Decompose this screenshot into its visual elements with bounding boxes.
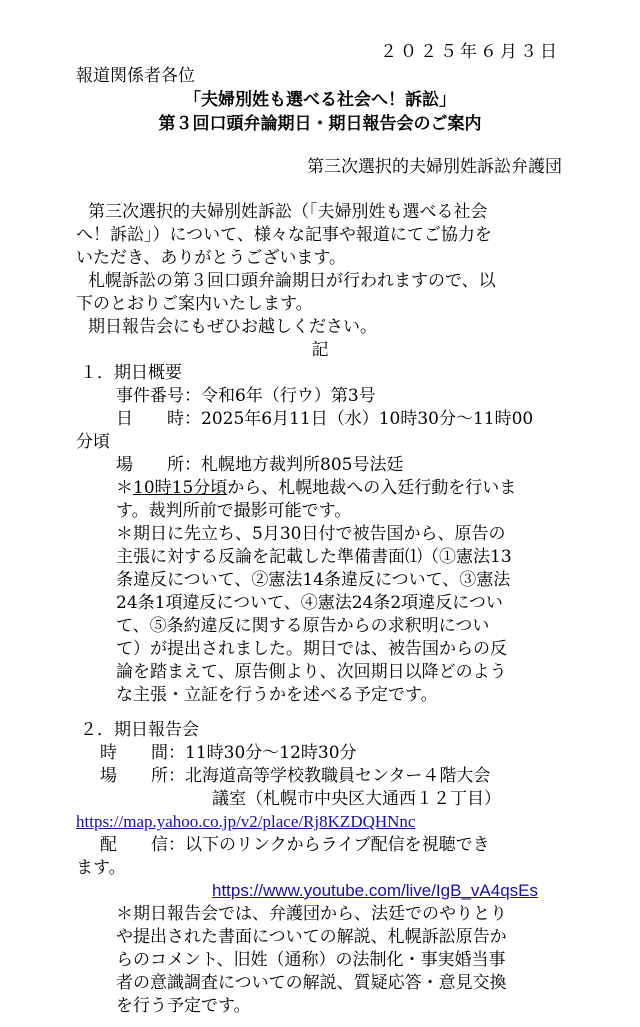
addressee: 報道関係者各位 (76, 66, 195, 86)
case-number: 事件番号：令和6年（行ウ）第3号 (116, 386, 376, 406)
section-2-heading: ２．期日報告会 (80, 720, 199, 740)
hearing-place: 場 所：札幌地方裁判所805号法廷 (116, 455, 404, 475)
hearing-datetime-line-1: 日 時：2025年6月11日（水）10時30分〜11時00 (116, 409, 534, 429)
note-2-line-4: 24条1項違反について、④憲法24条2項違反につい (116, 593, 503, 613)
stream-line-2: ます。 (76, 858, 126, 878)
report-note-line-1: ＊期日報告会では、弁護団から、法廷でのやりとり (116, 904, 507, 924)
intro-paragraph-1-line-3: いただき、ありがとうございます。 (76, 248, 346, 268)
report-note-line-3: らのコメント、旧姓（通称）の法制化・事実婚当事 (116, 950, 506, 970)
note-2-line-1: ＊期日に先立ち、5月30日付で被告国から、原告の (116, 524, 506, 544)
sender: 第三次選択的夫婦別姓訴訟弁護団 (307, 157, 562, 177)
intro-paragraph-3-line-1: 期日報告会にもぜひお越しください。 (88, 317, 377, 337)
note-2-line-2: 主張に対する反論を記載した準備書面⑴（①憲法13 (116, 547, 512, 567)
note-1-prefix: ＊ (116, 478, 133, 498)
report-note-line-4: 者の意識調査についての解説、質疑応答・意見交換 (116, 973, 507, 993)
intro-paragraph-2-line-1: 札幌訴訟の第３回口頭弁論期日が行われますので、以 (88, 271, 496, 291)
note-2-line-7: 論を踏まえて、原告側より、次回期日以降どのよう (116, 662, 507, 682)
note-2-line-5: て、⑤条約違反に関する原告からの求釈明につい (116, 616, 490, 636)
ki-mark: 記 (311, 340, 329, 360)
section-1-heading: １．期日概要 (80, 363, 182, 383)
note-1-line-2: す。裁判所前で撮影可能です。 (116, 501, 352, 521)
report-place-line-1: 場 所：北海道高等学校教職員センター４階大会 (100, 766, 491, 786)
note-1-line-1 (116, 477, 640, 499)
note-2-line-3: 条違反について、②憲法14条違反について、③憲法 (116, 570, 511, 590)
map-link-text[interactable]: https://map.yahoo.co.jp/v2/place/Rj8KZDQHNnc (76, 812, 416, 831)
intro-paragraph-1-line-1: 第三次選択的夫婦別姓訴訟（「夫婦別姓も選べる社会 (88, 202, 488, 222)
note-2-line-6: て）が提出されました。期日では、被告国からの反 (116, 639, 507, 659)
note-1-time-underlined: 10時15分頃 (133, 478, 228, 498)
intro-paragraph-1-line-2: へ！訴訟」）について、様々な記事や報道にてご協力を (76, 225, 492, 245)
title-line-1: 「夫婦別姓も選べる社会へ！訴訟」 (184, 90, 456, 110)
report-place-line-2: 議室（札幌市中央区大通西１２丁目） (212, 789, 501, 809)
intro-paragraph-2-line-2: 下のとおりご案内いたします。 (76, 294, 313, 314)
note-2-line-8: な主張・立証を行うかを述べる予定です。 (116, 685, 438, 705)
report-note-line-5: を行う予定です。 (116, 996, 251, 1016)
document-date: ２０２５年６月３日 (380, 42, 560, 62)
note-1-rest: から、札幌地裁への入廷行動を行いま (227, 478, 517, 498)
map-link[interactable] (76, 811, 640, 833)
report-time: 時 間：11時30分〜12時30分 (100, 743, 357, 763)
youtube-link[interactable] (212, 880, 640, 902)
title-line-2: 第３回口頭弁論期日・期日報告会のご案内 (158, 114, 482, 134)
youtube-link-text[interactable]: https://www.youtube.com/live/IgB_vA4qsEs (212, 881, 538, 900)
stream-line-1: 配 信：以下のリンクからライブ配信を視聴でき (100, 835, 490, 855)
hearing-datetime-line-2: 分頃 (76, 432, 110, 452)
report-note-line-2: や提出された書面についての解説、札幌訴訟原告か (116, 927, 507, 947)
